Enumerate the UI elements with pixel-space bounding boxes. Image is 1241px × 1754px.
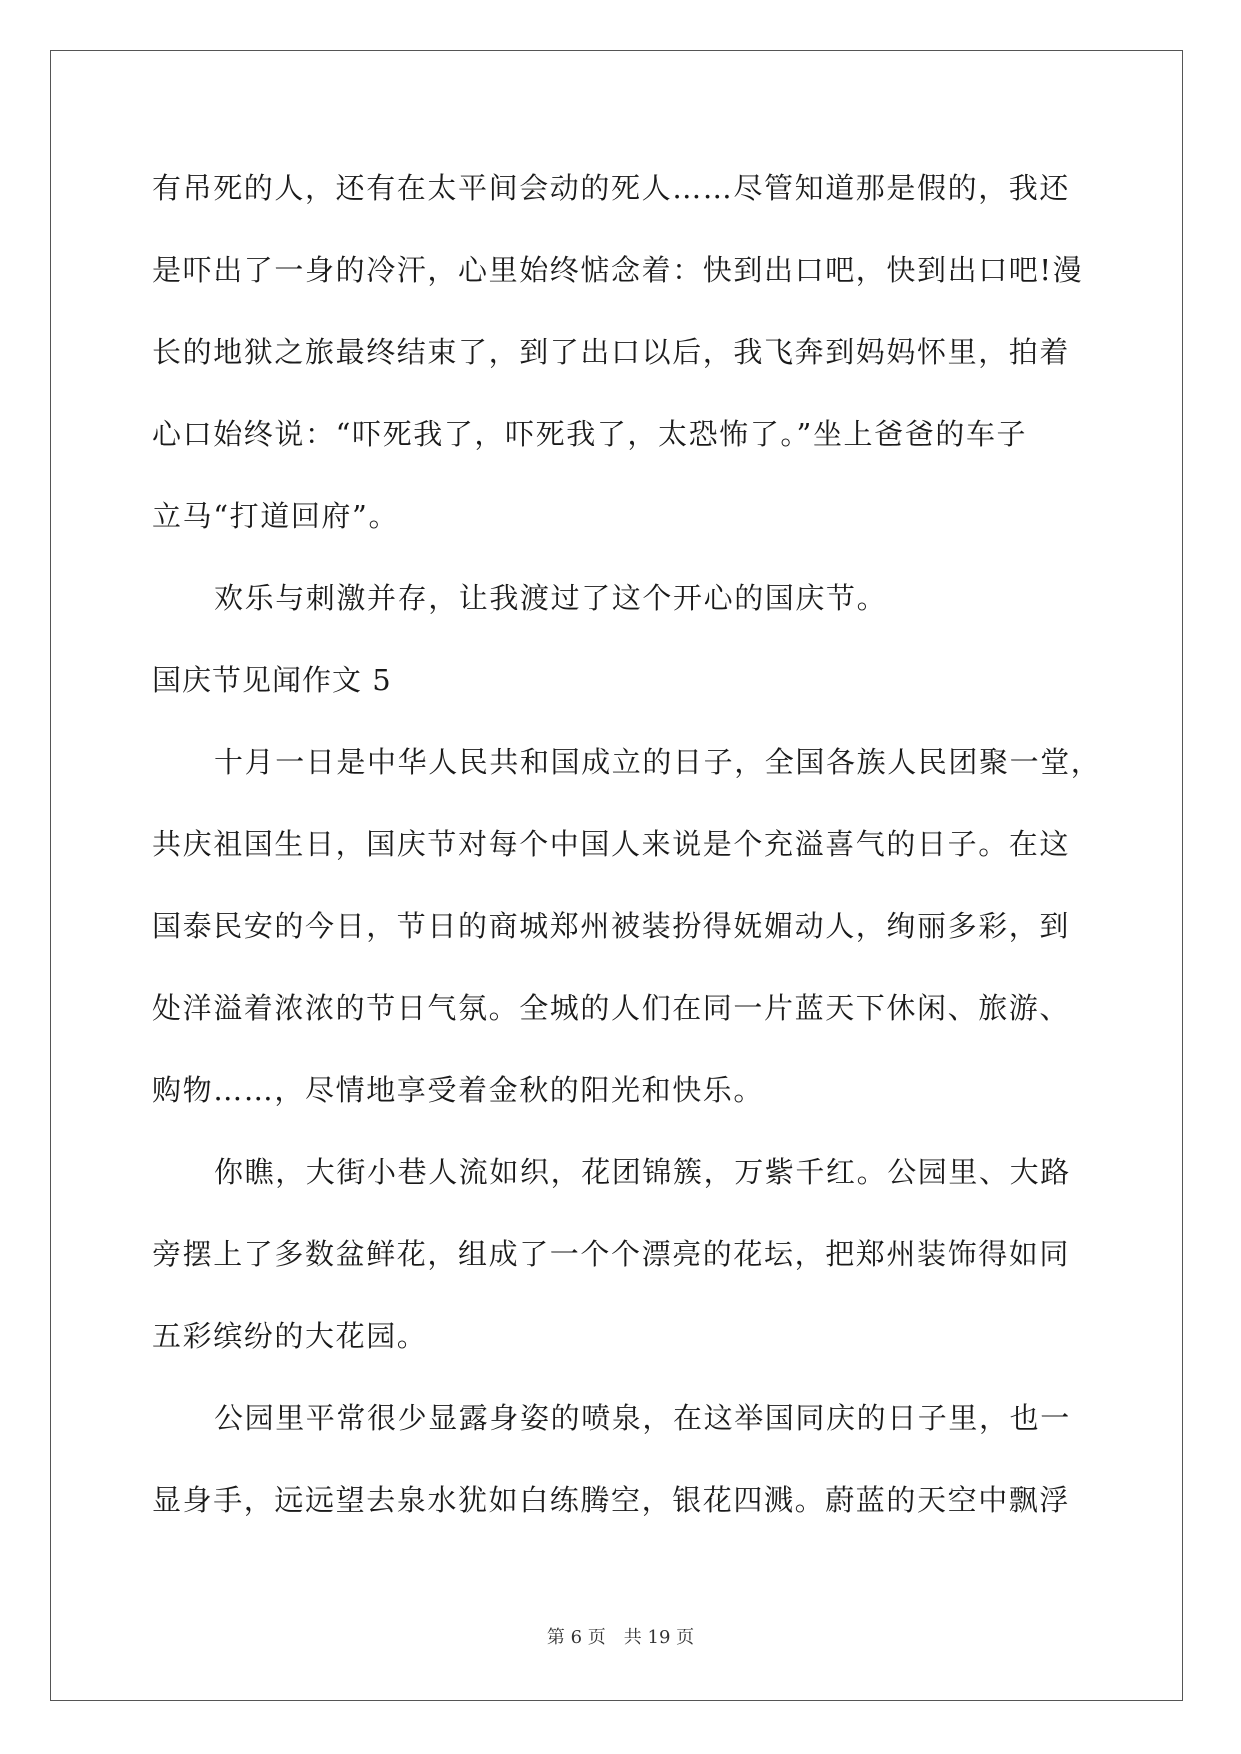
- text-line: 共庆祖国生日，国庆节对每个中国人来说是个充溢喜气的日子。在这: [152, 827, 1071, 861]
- paragraph-start: 欢乐与刺激并存，让我渡过了这个开心的国庆节。: [214, 581, 888, 615]
- page-total: 共 19 页: [623, 1627, 695, 1648]
- text-line: 是吓出了一身的冷汗，心里始终惦念着：快到出口吧，快到出口吧!漫: [152, 253, 1084, 287]
- text-line: 旁摆上了多数盆鲜花，组成了一个个漂亮的花坛，把郑州装饰得如同: [152, 1237, 1071, 1271]
- text-line: 五彩缤纷的大花园。: [152, 1319, 428, 1353]
- text-line: 购物……，尽情地享受着金秋的阳光和快乐。: [152, 1073, 765, 1107]
- page-number: 第 6 页: [546, 1627, 606, 1648]
- paragraph-start: 公园里平常很少显露身姿的喷泉，在这举国同庆的日子里，也一: [214, 1401, 1071, 1435]
- text-line: 长的地狱之旅最终结束了，到了出口以后，我飞奔到妈妈怀里，拍着: [152, 335, 1071, 369]
- text-line: 有吊死的人，还有在太平间会动的死人……尽管知道那是假的，我还: [152, 171, 1071, 205]
- paragraph-start: 你瞧，大街小巷人流如织，花团锦簇，万紫千红。公园里、大路: [214, 1155, 1071, 1189]
- text-line: 心口始终说：“吓死我了，吓死我了，太恐怖了。”坐上爸爸的车子: [152, 417, 1028, 451]
- text-line: 显身手，远远望去泉水犹如白练腾空，银花四溅。蔚蓝的天空中飘浮: [152, 1483, 1071, 1517]
- page-footer: [0, 1623, 1241, 1649]
- section-heading: 国庆节见闻作文 5: [152, 663, 392, 697]
- text-line: 立马“打道回府”。: [152, 499, 400, 533]
- text-line: 处洋溢着浓浓的节日气氛。全城的人们在同一片蓝天下休闲、旅游、: [152, 991, 1071, 1025]
- paragraph-start: 十月一日是中华人民共和国成立的日子，全国各族人民团聚一堂，: [214, 745, 1102, 779]
- text-line: 国泰民安的今日，节日的商城郑州被装扮得妩媚动人，绚丽多彩，到: [152, 909, 1071, 943]
- document-body: [152, 160, 1102, 1554]
